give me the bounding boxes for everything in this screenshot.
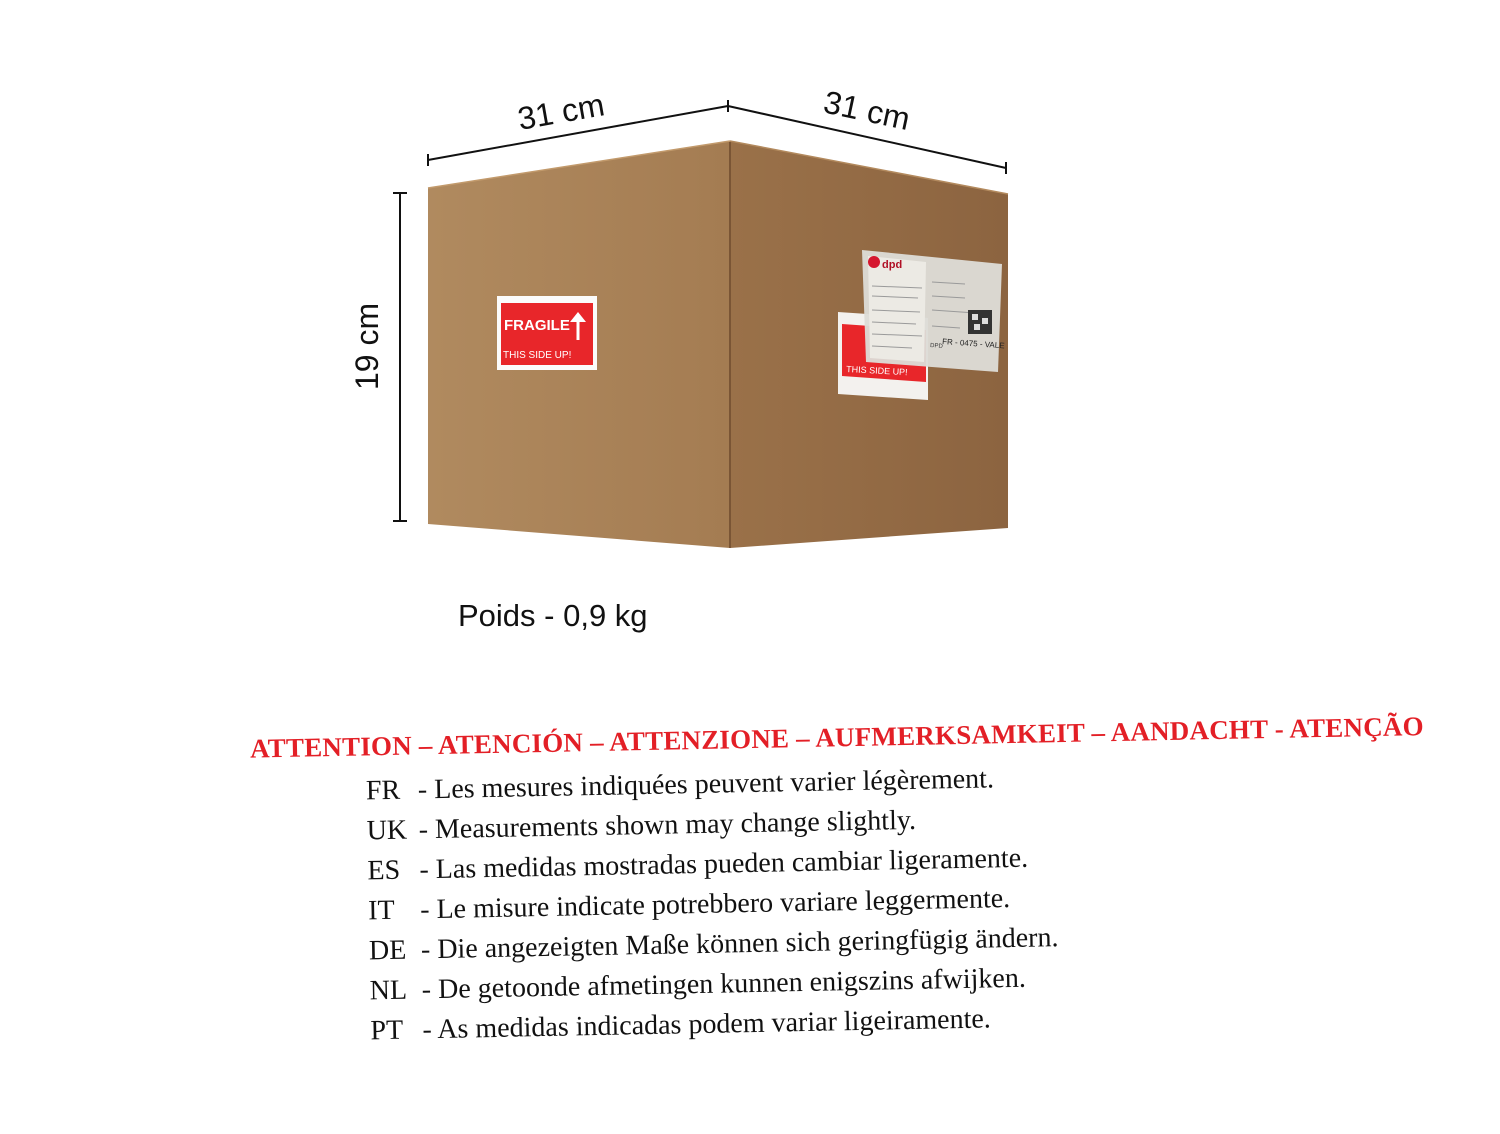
notice-line-uk: UK - Measurements shown may change slightly.	[366, 798, 1056, 851]
shipping-label	[862, 250, 1005, 372]
courier-short: DPD	[929, 343, 943, 350]
notice-line-it: IT - Le misure indicate potrebbero variare leggermente.	[368, 878, 1058, 931]
weight-label: Poids - 0,9 kg	[458, 598, 648, 633]
qr-code-icon	[968, 310, 992, 334]
notice-line-pt: PT - As medidas indicadas podem variar ligeiramente.	[370, 998, 1060, 1051]
notice-text: Le misure indicate potrebbero variare leggermente.	[436, 883, 1011, 926]
fragile-subtitle: THIS SIDE UP!	[503, 350, 572, 361]
notice-text: Las medidas mostradas pueden cambiar ligeramente.	[435, 842, 1029, 886]
language-code: PT	[370, 1014, 404, 1047]
height-dimension	[349, 193, 407, 521]
notice-line-fr: FR - Les mesures indiquées peuvent varier légèrement.	[366, 758, 1056, 811]
fragile-title: FRAGILE	[504, 317, 570, 334]
measurement-notice	[0, 686, 1500, 1134]
notice-text: As medidas indicadas podem variar ligeiramente.	[436, 1003, 992, 1046]
dpd-logo-icon	[868, 256, 880, 268]
language-code: ES	[367, 854, 401, 887]
height-label: 19 cm	[349, 302, 385, 390]
fragile-subtitle-right: THIS SIDE UP!	[845, 364, 908, 378]
attention-heading: ATTENTION – ATENCIÓN – ATTENZIONE – AUFMERKSAMKEIT – AANDACHT - ATENÇÃO	[249, 711, 1425, 764]
depth-label: 31 cm	[820, 83, 914, 137]
language-code: NL	[369, 974, 408, 1007]
courier-logo-text: dpd	[882, 259, 903, 271]
language-code: UK	[366, 814, 408, 847]
courier-code: FR - 0475 - VALE	[941, 337, 1005, 351]
notice-text: Les mesures indiquées peuvent varier légèrement.	[433, 763, 995, 806]
notice-text: Die angezeigten Maße können sich geringfügig ändern.	[436, 922, 1059, 966]
fragile-label	[497, 296, 597, 370]
language-code: DE	[368, 934, 407, 967]
notice-line-nl: NL - De getoonde afmetingen kunnen enigszins afwijken.	[369, 958, 1059, 1011]
notice-text: De getoonde afmetingen kunnen enigszins afwijken.	[437, 962, 1027, 1006]
notice-lines	[366, 758, 1061, 1051]
language-code: IT	[367, 894, 395, 927]
notice-line-es: ES - Las medidas mostradas pueden cambiar ligeramente.	[367, 838, 1057, 891]
language-code: FR	[365, 774, 401, 807]
width-label: 31 cm	[514, 86, 608, 137]
notice-line-de: DE - Die angezeigten Maße können sich geringfügig ändern.	[369, 918, 1059, 971]
notice-text: Measurements shown may change slightly.	[434, 804, 917, 846]
